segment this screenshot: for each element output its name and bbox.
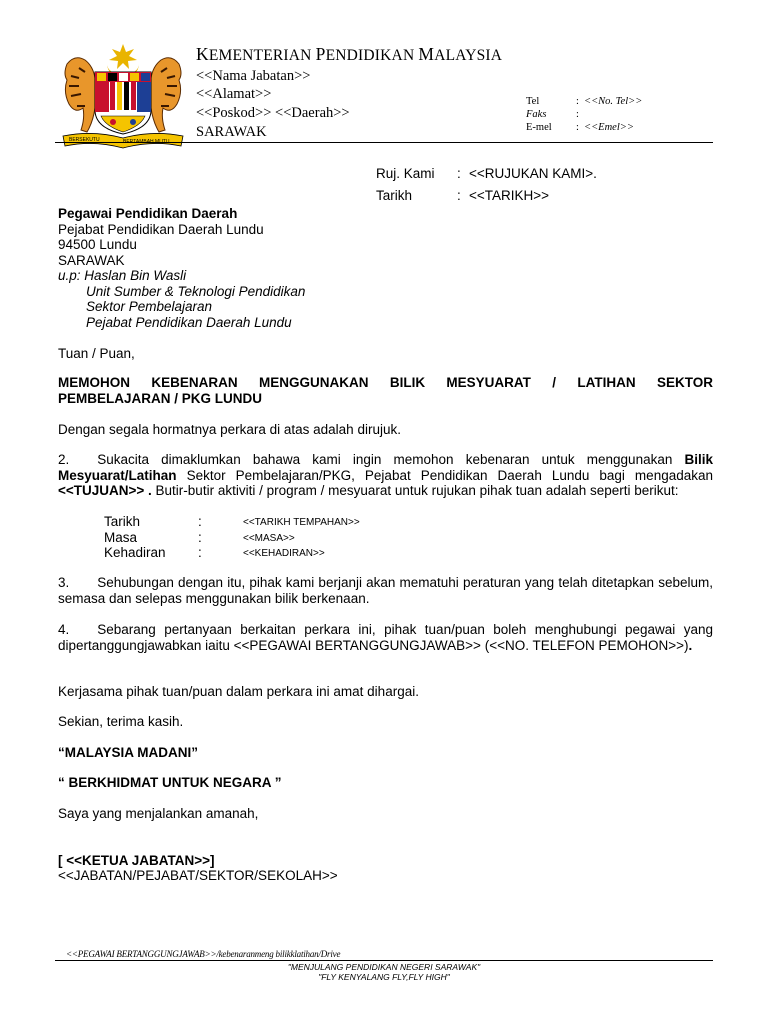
purpose-placeholder: <<TUJUAN>> . [58, 483, 152, 498]
subject-line-1: MEMOHON KEBENARAN MENGGUNAKAN BILIK MESYUARAT / LATIHAN SEKTOR [58, 375, 713, 390]
right-tiger-icon [149, 58, 181, 132]
star-icon [109, 44, 137, 69]
attention-office: Pejabat Pendidikan Daerah Lundu [86, 314, 292, 330]
recipient-block [58, 206, 713, 330]
paragraph-4-number: 4. [58, 622, 70, 637]
subject [58, 375, 713, 406]
subject-line-2: PEMBELAJARAN / PKG LUNDU [58, 390, 263, 406]
footer-divider [55, 960, 713, 961]
sign-off: Saya yang menjalankan amanah, [58, 806, 259, 821]
contact-fax: Faks : [526, 109, 579, 120]
recipient-office: Pejabat Pendidikan Daerah Lundu [58, 221, 264, 237]
footer-file-path: <<PEGAWAI BERTANGGUNGJAWAB>>/kebenaranmeng bilikklatihan/Drive [66, 949, 341, 959]
salutation: Tuan / Puan, [58, 346, 135, 361]
attention-sector: Sektor Pembelajaran [86, 299, 213, 314]
footer-motto-2: "FLY KENYALANG FLY,FLY HIGH" [318, 972, 450, 982]
slogan-madani: “MALAYSIA MADANI” [58, 745, 199, 760]
department-postcode-district: <<Poskod>> <<Daerah>> [196, 105, 350, 121]
motto-text-right: BERTAMBAH MUTU [123, 139, 170, 145]
reference-number: Ruj. Kami : <<RUJUKAN KAMI>. [376, 166, 597, 181]
booking-details [58, 514, 713, 561]
left-tiger-icon [65, 58, 97, 132]
department-address: <<Alamat>> [196, 86, 272, 102]
coat-of-arms-logo [57, 42, 189, 152]
detail-row-time: Masa : <<MASA>> [104, 529, 295, 545]
ministry-name: KEMENTERIAN PENDIDIKAN MALAYSIA [196, 44, 503, 64]
footer-motto-1: "MENJULANG PENDIDIKAN NEGERI SARAWAK" [287, 962, 481, 972]
signatory-name: [ <<KETUA JABATAN>>] [58, 853, 215, 868]
attention-line: u.p: Haslan Bin Wasli [58, 268, 187, 283]
slogan-berkhidmat: “ BERKHIDMAT UNTUK NEGARA ” [58, 775, 282, 790]
recipient-state: SARAWAK [58, 252, 125, 268]
paragraph-2-number: 2. [58, 452, 70, 467]
recipient-title: Pegawai Pendidikan Daerah [58, 206, 238, 221]
closing-line: Sekian, terima kasih. [58, 714, 184, 729]
signatory-department: <<JABATAN/PEJABAT/SEKTOR/SEKOLAH>> [58, 868, 338, 883]
motto-text-left: BERSEKUTU [69, 137, 100, 143]
motto-ribbon [63, 133, 183, 148]
contact-tel: Tel : <<No. Tel>> [526, 96, 643, 107]
department-name: <<Nama Jabatan>> [196, 68, 311, 84]
paragraph-3-number: 3. [58, 575, 70, 590]
paragraph-2: 2. Sukacita dimaklumkan bahawa kami ingin memohon kebenaran untuk menggunakan Bilik Mesyuarat/Latihan Sektor Pembelajaran/PKG, Pejabat Pendidikan Daerah Lundu bagi mengadakan <<TUJUAN>> . Butir-butir aktiviti / program / mesyuarat untuk rujukan pihak tuan adalah seperti berikut: [58, 452, 713, 498]
contact-email: E-mel : <<Emel>> [526, 122, 634, 133]
header-divider [55, 142, 713, 143]
detail-row-date: Tarikh : <<TARIKH TEMPAHAN>> [104, 514, 360, 529]
attention-unit: Unit Sumber & Teknologi Pendidikan [86, 283, 306, 299]
paragraph-5: Kerjasama pihak tuan/puan dalam perkara ini amat dihargai. [58, 684, 419, 699]
contact-block [526, 95, 642, 134]
room-name: Bilik Mesyuarat/Latihan [58, 452, 713, 483]
paragraph-3: 3. Sehubungan dengan itu, pihak kami berjanji akan mematuhi peraturan yang telah ditetapkan sebelum, semasa dan selepas menggunakan bilik berkenaan. [58, 575, 713, 606]
reference-date: Tarikh : <<TARIKH>> [376, 188, 550, 203]
detail-row-attendance: Kehadiran : <<KEHADIRAN>> [104, 545, 325, 560]
department-state: SARAWAK [196, 124, 267, 140]
shield-icon [95, 72, 151, 134]
recipient-postcode: 94500 Lundu [58, 237, 137, 252]
paragraph-1: Dengan segala hormatnya perkara di atas adalah dirujuk. [58, 422, 401, 437]
paragraph-4: 4. Sebarang pertanyaan berkaitan perkara ini, pihak tuan/puan boleh menghubungi pegawai yang dipertanggungjawabkan iaitu <<PEGAWAI BERTANGGUNGJAWAB>> (<<NO. TELEFON PEMOHON>>). [58, 622, 713, 653]
